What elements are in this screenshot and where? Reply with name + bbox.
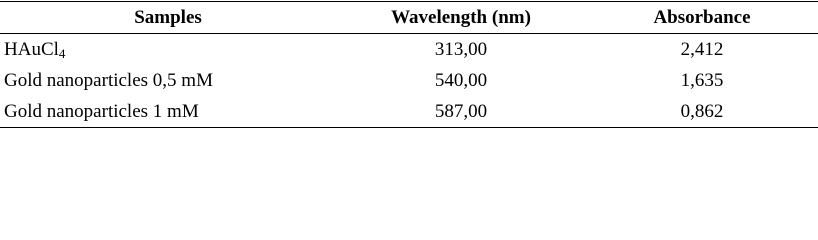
wavelength-cell: 587,00 <box>434 100 488 122</box>
table-row <box>0 65 818 96</box>
sample-name: HAuCl <box>4 38 59 60</box>
header-absorbance: Absorbance <box>653 6 751 28</box>
table-row <box>0 96 818 128</box>
sample-name: Gold nanoparticles 1 mM <box>4 100 199 122</box>
sample-cell <box>0 34 336 66</box>
absorbance-table-container <box>0 1 818 128</box>
sample-subscript: 4 <box>58 45 66 61</box>
header-samples: Samples <box>134 6 202 28</box>
absorbance-table <box>0 1 818 128</box>
header-wavelength: Wavelength (nm) <box>391 6 531 28</box>
absorbance-cell: 1,635 <box>680 69 724 91</box>
sample-name: Gold nanoparticles 0,5 mM <box>4 69 213 91</box>
absorbance-cell: 0,862 <box>680 100 724 122</box>
wavelength-cell: 313,00 <box>434 38 488 60</box>
table-body <box>0 34 818 128</box>
sample-cell <box>0 96 336 128</box>
wavelength-cell: 540,00 <box>434 69 488 91</box>
header-row <box>0 2 818 34</box>
table-header <box>0 2 818 34</box>
sample-cell <box>0 65 336 96</box>
absorbance-cell: 2,412 <box>680 38 724 60</box>
table-row <box>0 34 818 66</box>
